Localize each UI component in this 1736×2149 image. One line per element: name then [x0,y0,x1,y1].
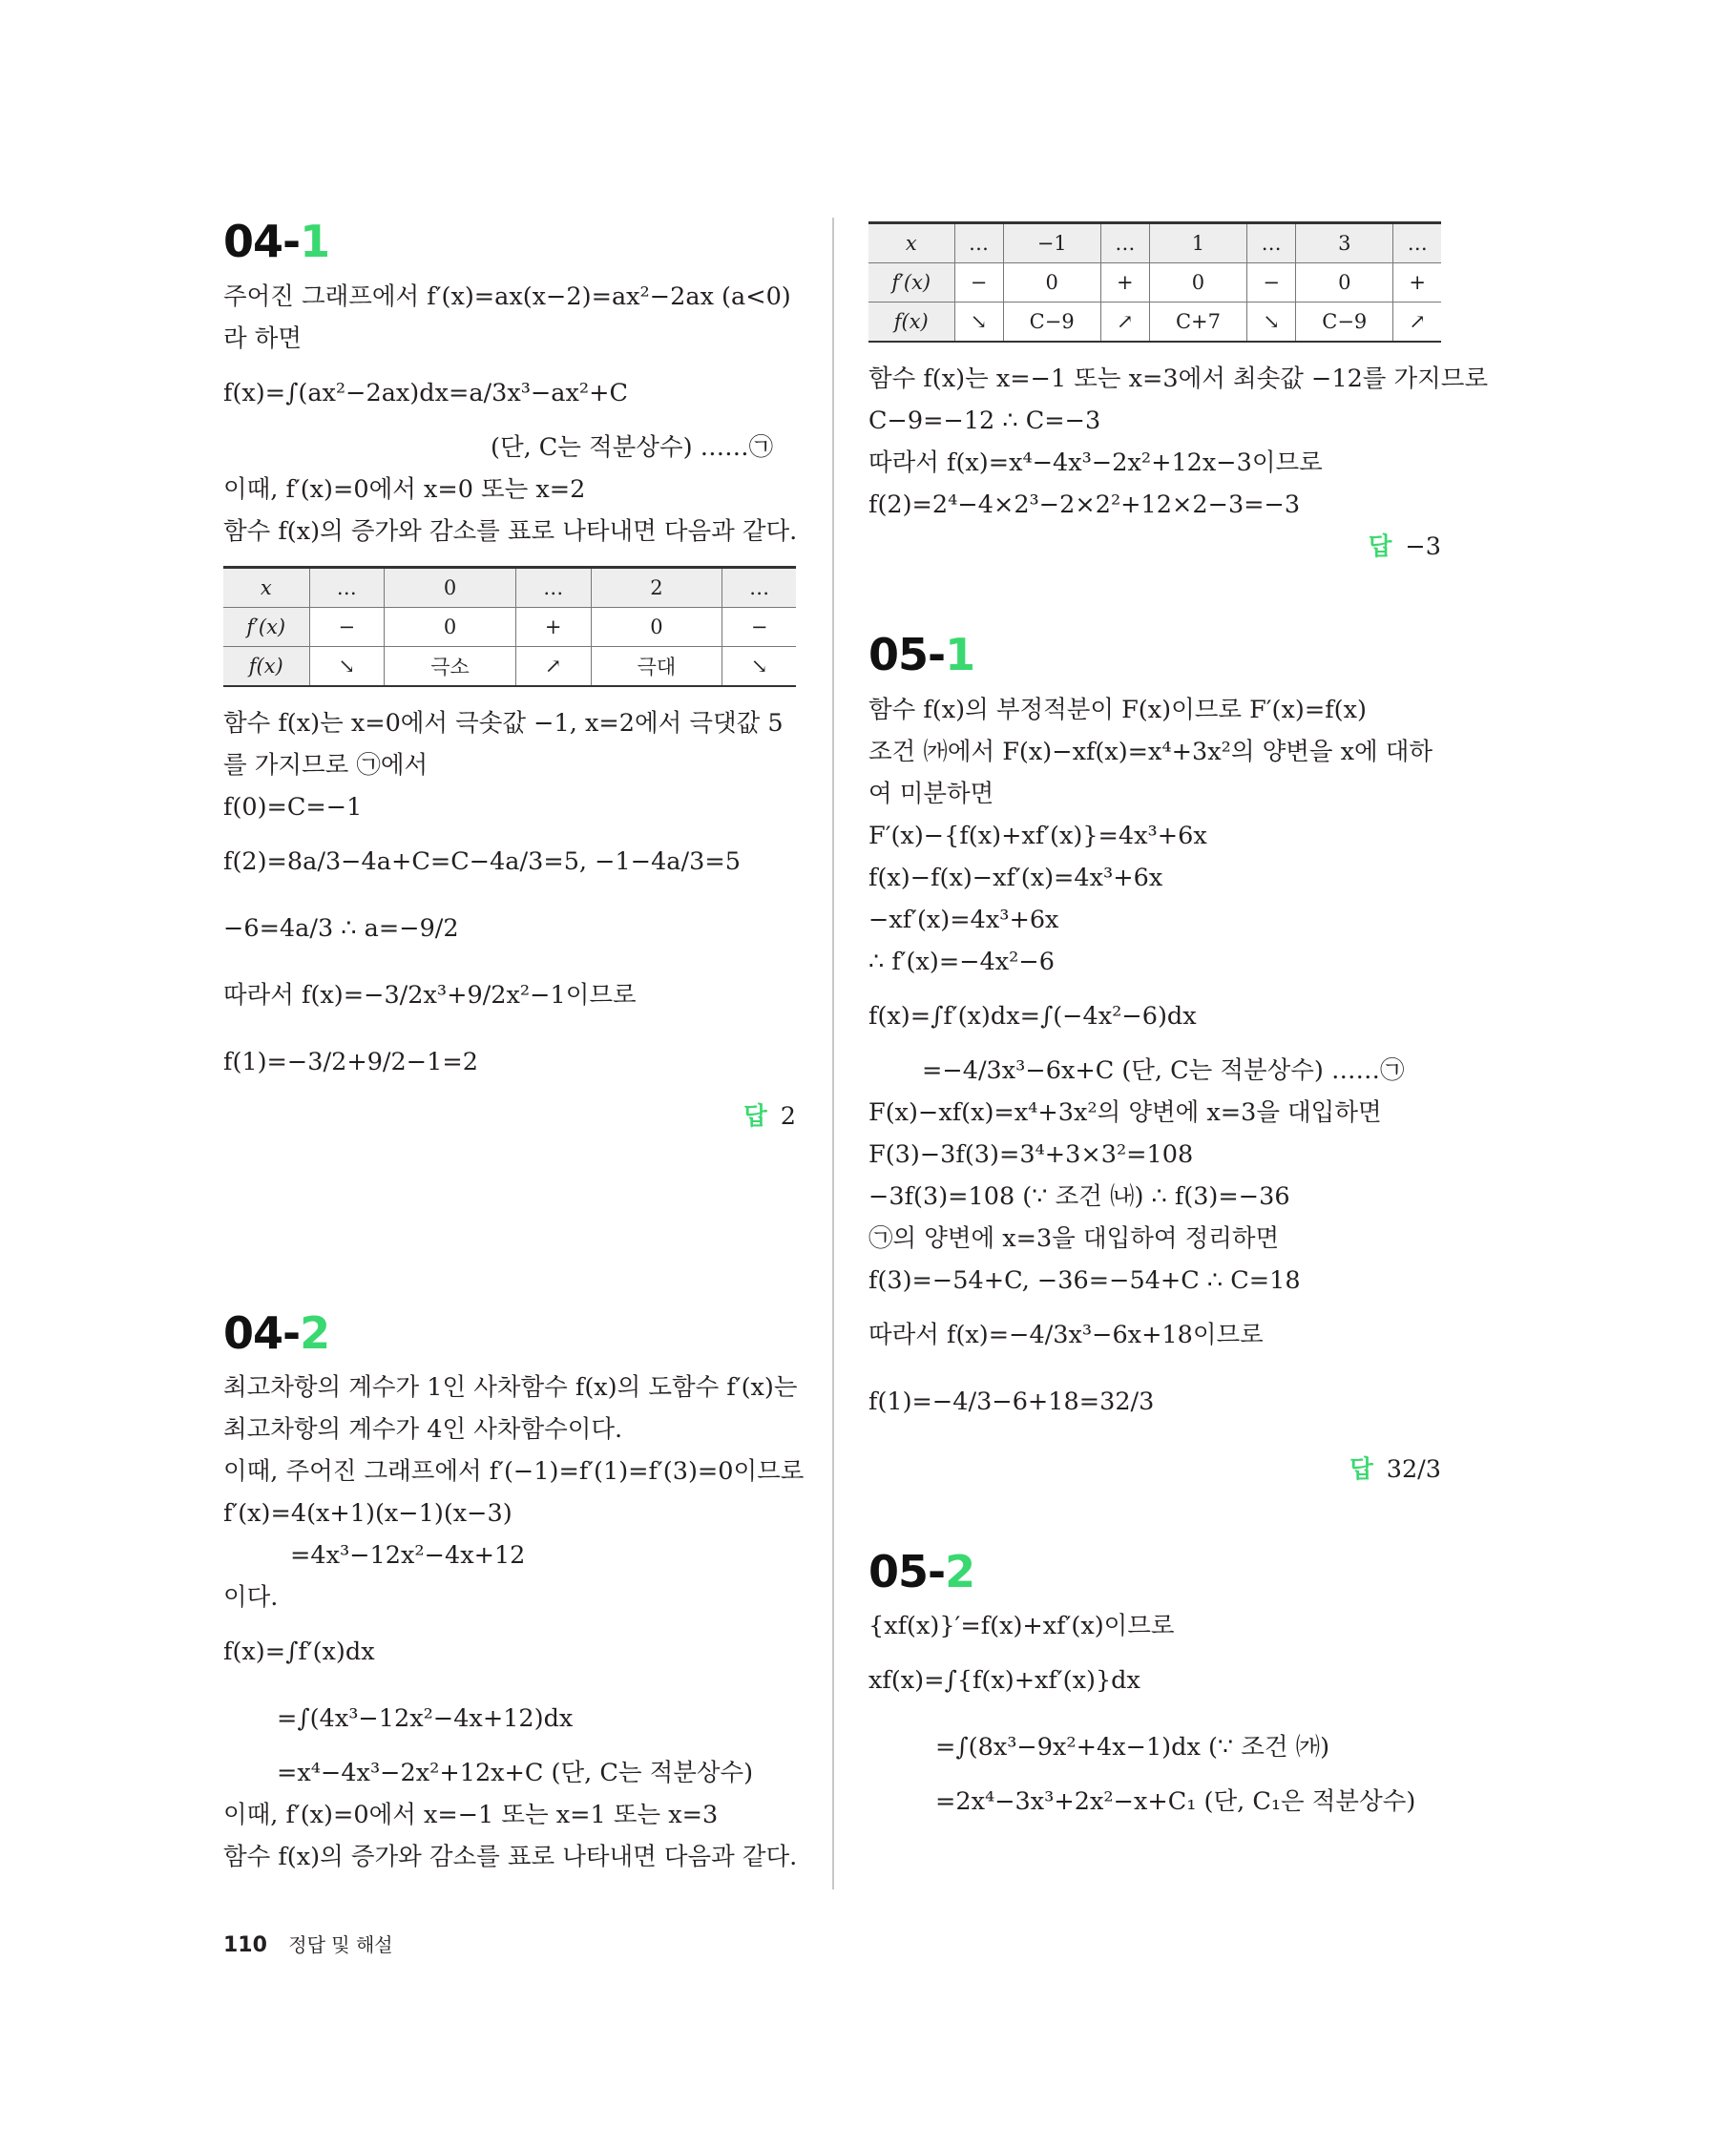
text-line: 함수 f(x)의 증가와 감소를 표로 나타내면 다음과 같다. [223,516,798,546]
increase-decrease-table [868,221,1441,343]
formula-line: C−9=−12 ∴ C=−3 [868,407,1101,435]
text-line: 여 미분하면 [868,779,994,808]
footer-label: 정답 및 해설 [288,1933,393,1956]
formula-line: f′(x)=4(x+1)(x−1)(x−3) [223,1499,512,1529]
page-number: 110 [223,1933,267,1957]
formula-line: =−4/3x³−6x+C (단, C는 적분상수) ……㉠ [922,1055,1405,1085]
formula-line: f(1)=−3/2+9/2−1=2 [223,1047,478,1076]
problem-heading: 04-1 [223,216,330,267]
formula-line: 따라서 f(x)=−3/2x³+9/2x²−1이므로 [223,980,637,1010]
formula-line: F(3)−3f(3)=3⁴+3×3²=108 [868,1139,1194,1169]
formula-line: =∫(8x³−9x²+4x−1)dx (∵ 조건 ㈎) [935,1733,1330,1763]
text-line: 함수 f(x)는 x=0에서 극솟값 −1, x=2에서 극댓값 5 [223,708,784,738]
text-line: 이다. [223,1583,279,1613]
text-line: 함수 f(x)는 x=−1 또는 x=3에서 최솟값 −12를 가지므로 [868,365,1489,393]
formula-line: =4x³−12x²−4x+12 [290,1541,526,1571]
formula-line: f(x)−f(x)−xf′(x)=4x³+6x [868,863,1163,892]
text-line: ㉠의 양변에 x=3을 대입하여 정리하면 [868,1223,1280,1253]
formula-line: f(3)=−54+C, −36=−54+C ∴ C=18 [868,1265,1301,1295]
table-row: x … −1 … 1 … 3 … [868,223,1441,263]
formula-line: f(x)=∫f′(x)dx=∫(−4x²−6)dx [868,1001,1197,1031]
formula-line: f(2)=2⁴−4×2³−2×2²+12×2−3=−3 [868,490,1301,519]
formula-line: {xf(x)}′=f(x)+xf′(x)이므로 [868,1612,1175,1641]
text-line: 주어진 그래프에서 f′(x)=ax(x−2)=ax²−2ax (a<0) [223,282,791,311]
problem-04-1 [223,218,796,1137]
problem-04-2 [223,1306,805,1879]
page-footer [223,1930,393,1957]
text-line: 따라서 f(x)=x⁴−4x³−2x²+12x−3이므로 [868,449,1323,477]
text-line: 함수 f(x)의 부정적분이 F(x)이므로 F′(x)=f(x) [868,695,1367,724]
formula-line: 따라서 f(x)=−4/3x³−6x+18이므로 [868,1320,1264,1349]
text-line: 이때, f′(x)=0에서 x=0 또는 x=2 [223,474,586,504]
table-row: f′(x) − 0 + 0 − 0 + [868,263,1441,303]
text-line: 조건 ㈎에서 F(x)−xf(x)=x⁴+3x²의 양변을 x에 대하 [868,737,1433,766]
problem-05-2 [868,1545,1441,1824]
formula-line: xf(x)=∫{f(x)+xf′(x)}dx [868,1666,1140,1696]
formula-line: −6=4a/3 ∴ a=−9/2 [223,913,459,943]
answer: 답 32/3 [1349,1454,1441,1484]
formula-line: ∴ f′(x)=−4x²−6 [868,947,1055,976]
column-divider [832,218,834,1889]
text-line: 를 가지므로 ㉠에서 [223,750,429,780]
formula-line: −xf′(x)=4x³+6x [868,905,1059,934]
problem-05-1 [868,631,1441,1491]
text-line: 최고차항의 계수가 1인 사차함수 f(x)의 도함수 f′(x)는 [223,1373,798,1403]
formula-line: f(0)=C=−1 [223,792,363,822]
formula-line: f(x)=∫f′(x)dx [223,1638,375,1667]
left-column [223,216,805,1878]
right-column [868,218,1489,1823]
answer: 답 2 [743,1101,796,1131]
table-row: f(x) ↘ C−9 ↗ C+7 ↘ C−9 ↗ [868,303,1441,343]
formula-line: F′(x)−{f(x)+xf′(x)}=4x³+6x [868,821,1207,850]
text-line: 이때, f′(x)=0에서 x=−1 또는 x=1 또는 x=3 [223,1801,719,1830]
increase-decrease-table [223,566,796,687]
text-line: 함수 f(x)의 증가와 감소를 표로 나타내면 다음과 같다. [223,1843,798,1872]
text-line: 이때, 주어진 그래프에서 f′(−1)=f′(1)=f′(3)=0이므로 [223,1457,805,1487]
problem-heading: 05-2 [868,1545,975,1597]
note-line: (단, C는 적분상수) ……㉠ [491,432,774,462]
formula-line: f(2)=8a/3−4a+C=C−4a/3=5, −1−4a/3=5 [223,846,741,876]
text-line: F(x)−xf(x)=x⁴+3x²의 양변에 x=3을 대입하면 [868,1097,1382,1127]
formula-line: =2x⁴−3x³+2x²−x+C₁ (단, C₁은 적분상수) [935,1787,1416,1817]
answer: 답 −3 [1368,532,1441,561]
text-line: 최고차항의 계수가 4인 사차함수이다. [223,1415,623,1445]
table-row: f(x) ↘ 극소 ↗ 극대 ↘ [223,646,796,686]
formula-line: −3f(3)=108 (∵ 조건 ㈏) ∴ f(3)=−36 [868,1181,1290,1211]
text-line: 라 하면 [223,323,303,353]
table-row: f′(x) − 0 + 0 − [223,607,796,646]
problem-heading: 05-1 [868,629,975,680]
formula-line: f(1)=−4/3−6+18=32/3 [868,1387,1155,1416]
formula-line: =∫(4x³−12x²−4x+12)dx [277,1704,574,1734]
formula-line: =x⁴−4x³−2x²+12x+C (단, C는 적분상수) [277,1759,754,1788]
table-row: x … 0 … 2 … [223,567,796,607]
formula-line: f(x)=∫(ax²−2ax)dx=a/3x³−ax²+C [223,378,628,407]
problem-heading: 04-2 [223,1306,330,1359]
